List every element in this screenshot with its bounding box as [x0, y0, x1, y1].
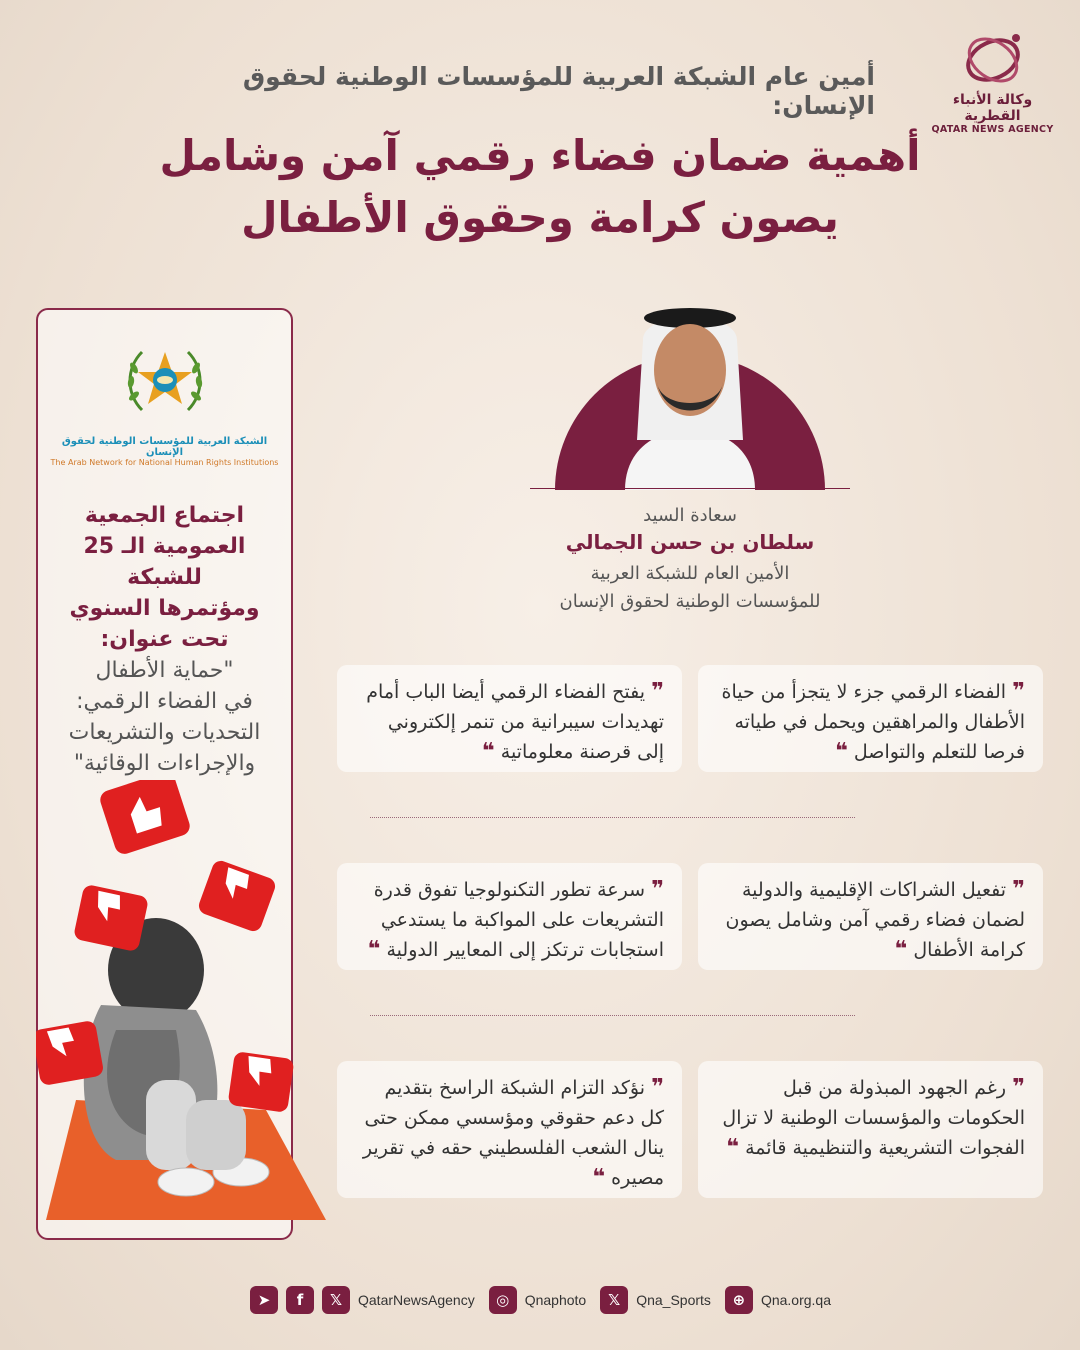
speaker-portrait: [555, 300, 825, 490]
telegram-icon[interactable]: ➤: [250, 1286, 278, 1314]
meeting-line5: "حماية الأطفال: [95, 658, 234, 683]
quote-card: [337, 665, 682, 772]
quote-text: يفتح الفضاء الرقمي أيضا الباب أمام تهديدات سيبرانية من تنمر إلكتروني إلى قرصنة معلوماتية: [366, 681, 664, 763]
headline-line1: أهمية ضمان فضاء رقمي آمن وشامل: [159, 131, 921, 180]
sad-child-illustration: [36, 780, 336, 1240]
open-quote-icon: ❞: [651, 679, 664, 704]
dislike-bubble-icon: [98, 780, 193, 856]
social-handle-photo[interactable]: Qnaphoto: [524, 1292, 587, 1308]
close-quote-icon: ❝: [834, 739, 848, 764]
quote-text: الفضاء الرقمي جزء لا يتجزأ من حياة الأطفال والمراهقين ويحمل في طياته فرصا للتعلم والتواصل: [721, 681, 1025, 763]
close-quote-icon: ❝: [726, 1135, 740, 1160]
social-handle-main[interactable]: QatarNewsAgency: [358, 1292, 475, 1308]
open-quote-icon: ❞: [651, 877, 664, 902]
laurel-star-icon: [120, 338, 210, 428]
close-quote-icon: ❝: [894, 937, 908, 962]
meeting-line7: التحديات والتشريعات: [68, 720, 261, 745]
quote-text: سرعة تطور التكنولوجيا تفوق قدرة التشريعات على المواكبة ما يستدعي استجابات ترتكز إلى المعايير الدولية: [373, 879, 664, 961]
quote-card: [698, 665, 1043, 772]
dislike-bubble-icon: [36, 1020, 104, 1086]
face-icon: [654, 324, 726, 416]
headline-line2: يصون كرامة وحقوق الأطفال: [241, 193, 839, 242]
quote-card: [337, 1061, 682, 1198]
qna-name-en: QATAR NEWS AGENCY: [931, 124, 1054, 135]
section-divider: [370, 817, 855, 818]
speaker-name: سلطان بن حسن الجمالي: [565, 530, 815, 554]
headline: [150, 125, 930, 249]
quote-card: [698, 863, 1043, 970]
meeting-line4: تحت عنوان:: [100, 627, 229, 652]
qna-name-ar: وكالة الأنباء القطرية: [952, 92, 1033, 124]
facebook-icon[interactable]: f: [286, 1286, 314, 1314]
meeting-line3: ومؤتمرها السنوي: [69, 596, 260, 621]
arab-network-logo: [46, 338, 283, 468]
meeting-line2: العمومية الـ 25 للشبكة: [83, 534, 246, 590]
dislike-bubble-icon: [228, 1051, 295, 1113]
x-icon[interactable]: 𝕏: [600, 1286, 628, 1314]
qna-emblem-icon: [956, 28, 1030, 90]
section-divider: [370, 1015, 855, 1016]
instagram-icon[interactable]: ◎: [489, 1286, 517, 1314]
meeting-text: [44, 500, 285, 779]
speaker-role-line2: للمؤسسات الوطنية لحقوق الإنسان: [559, 591, 821, 612]
arab-network-name-en: The Arab Network for National Human Rights Institutions: [50, 458, 279, 467]
speaker-honorific: سعادة السيد: [643, 505, 737, 526]
meeting-line6: في الفضاء الرقمي:: [76, 689, 253, 714]
x-icon[interactable]: 𝕏: [322, 1286, 350, 1314]
social-footer: [250, 1283, 850, 1317]
portrait-divider: [530, 488, 850, 489]
close-quote-icon: ❝: [367, 937, 381, 962]
quote-text: رغم الجهود المبذولة من قبل الحكومات والمؤسسات الوطنية لا تزال الفجوات التشريعية والتنظيمية قائمة: [722, 1077, 1025, 1159]
open-quote-icon: ❞: [651, 1075, 664, 1100]
meeting-line1: اجتماع الجمعية: [84, 503, 245, 528]
website-link[interactable]: Qna.org.qa: [760, 1292, 831, 1308]
open-quote-icon: ❞: [1012, 1075, 1025, 1100]
kicker: أمين عام الشبكة العربية للمؤسسات الوطنية لحقوق الإنسان:: [242, 62, 875, 120]
qna-logo: [930, 28, 1055, 138]
open-quote-icon: ❞: [1012, 877, 1025, 902]
dislike-bubble-icon: [73, 884, 149, 952]
globe-icon[interactable]: ⊕: [725, 1286, 753, 1314]
close-quote-icon: ❝: [592, 1165, 606, 1190]
open-quote-icon: ❞: [1012, 679, 1025, 704]
quote-text: تفعيل الشراكات الإقليمية والدولية لضمان فضاء رقمي آمن وشامل يصون كرامة الأطفال: [725, 879, 1025, 961]
speaker-info: [470, 505, 910, 616]
quote-card: [698, 1061, 1043, 1198]
speaker-role: [470, 560, 910, 616]
social-handle-sports[interactable]: Qna_Sports: [636, 1292, 711, 1308]
speaker-role-line1: الأمين العام للشبكة العربية: [590, 563, 790, 584]
dislike-bubble-icon: [196, 858, 277, 933]
quote-card: [337, 863, 682, 970]
quote-text: نؤكد التزام الشبكة الراسخ بتقديم كل دعم حقوقي ومؤسسي ممكن حتى ينال الشعب الفلسطيني حقه في تقرير مصيره: [362, 1077, 664, 1189]
close-quote-icon: ❝: [481, 739, 495, 764]
arab-network-name-ar: الشبكة العربية للمؤسسات الوطنية لحقوق الإنسان: [61, 436, 268, 458]
meeting-line8: والإجراءات الوقائية": [73, 751, 256, 776]
